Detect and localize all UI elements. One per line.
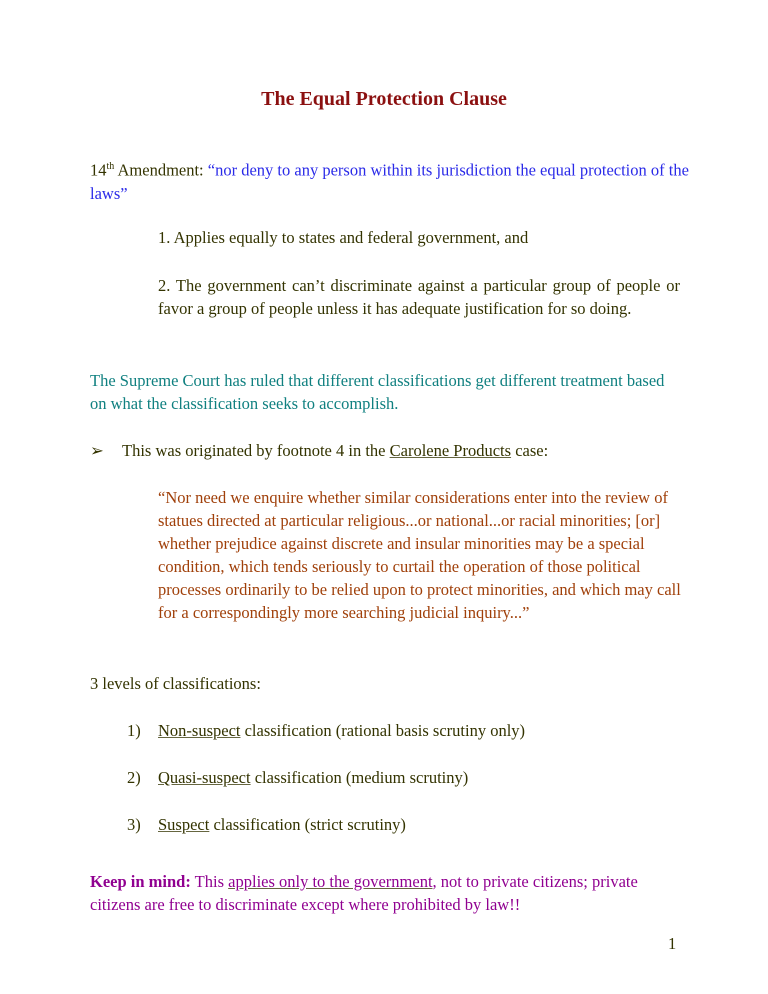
levels-heading: 3 levels of classifications: — [90, 674, 261, 693]
keep-text-end: , not to private citizens; private citizens are free to discriminate except where prohibited by law!! — [90, 872, 638, 914]
point-1: 1. Applies equally to states and federal government, and — [158, 228, 529, 247]
level-item — [127, 766, 468, 789]
amendment-paragraph — [90, 155, 690, 205]
origin-line — [90, 439, 690, 462]
level-term[interactable]: Quasi-suspect — [158, 768, 251, 787]
amendment-suffix: th — [106, 161, 115, 172]
level-item — [127, 719, 525, 742]
page-title: The Equal Protection Clause — [261, 88, 507, 110]
keep-in-mind-label: Keep in mind: — [90, 872, 191, 891]
origin-text: This was originated by footnote 4 in the — [122, 441, 390, 460]
applies-only-link[interactable]: applies only to the government — [228, 872, 433, 891]
origin-suffix: case: — [511, 441, 549, 460]
level-number: 1) — [127, 721, 141, 740]
level-number: 2) — [127, 768, 141, 787]
carolene-quote: “Nor need we enquire whether similar considerations enter into the review of statues directed at particular religious...or national...or racial minorities; [or] whether prejudice against discrete and insular minorities may be a special condition, which tends seriously to curtail the operation of those political processes ordinarily to be relied upon to protect minorities, and which may call for a correspondingly more searching judicial inquiry...” — [158, 488, 681, 622]
keep-text: This — [190, 872, 229, 891]
point-2: 2. The government can’t discriminate against a particular group of people or favor a group of people unless it has adequate justification for so doing. — [158, 276, 680, 318]
level-term[interactable]: Suspect — [158, 815, 210, 834]
supreme-court-paragraph: The Supreme Court has ruled that different classifications get different treatment based on what the classification seeks to accomplish. — [90, 371, 665, 413]
level-number: 3) — [127, 815, 141, 834]
level-term[interactable]: Non-suspect — [158, 721, 241, 740]
arrow-bullet-icon: ➢ — [90, 441, 104, 460]
level-description: classification (rational basis scrutiny only) — [240, 721, 526, 740]
amendment-label: Amendment: — [114, 160, 208, 180]
level-item — [127, 813, 406, 836]
amendment-quote: “nor deny to any person within its jurisdiction the equal protection of the laws” — [90, 160, 689, 203]
page-number: 1 — [668, 934, 677, 953]
level-description: classification (medium scrutiny) — [250, 768, 469, 787]
keep-in-mind-paragraph — [90, 870, 670, 916]
amendment-number: 14 — [90, 160, 107, 180]
level-description: classification (strict scrutiny) — [209, 815, 406, 834]
carolene-products-link[interactable]: Carolene Products — [389, 441, 512, 460]
